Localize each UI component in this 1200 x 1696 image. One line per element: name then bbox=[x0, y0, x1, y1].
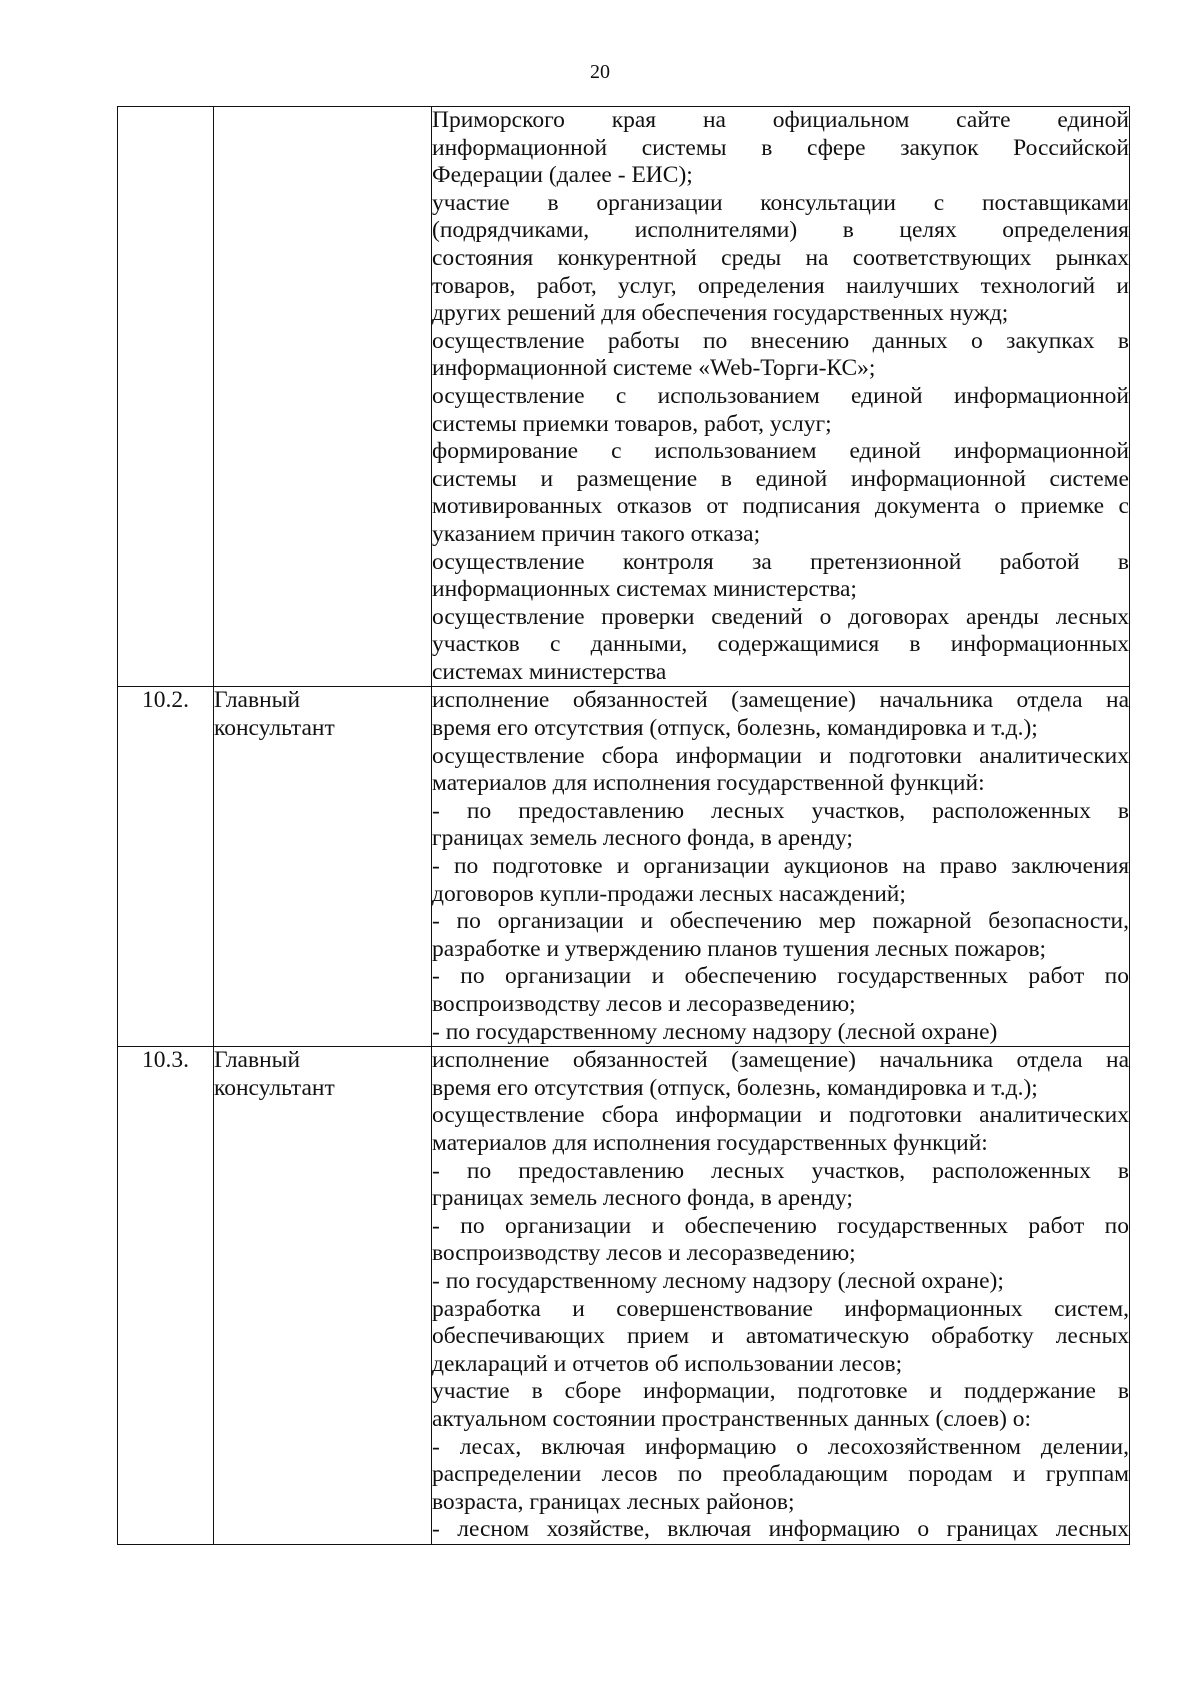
position-cell bbox=[214, 107, 432, 687]
duty-text-line: формирование с использованием единой информационной bbox=[432, 438, 1129, 465]
duty-text-line: исполнение обязанностей (замещение) начальника отдела на bbox=[432, 687, 1129, 714]
duties-table bbox=[117, 106, 1130, 1545]
duty-text-line: возраста, границах лесных районов; bbox=[432, 1488, 795, 1515]
duty-text-line: договоров купли-продажи лесных насаждений; bbox=[432, 880, 906, 907]
duty-text-line: Федерации (далее - ЕИС); bbox=[432, 162, 693, 189]
duty-text-line: осуществление работы по внесению данных о закупках в bbox=[432, 327, 1129, 354]
row-number: 10.2. bbox=[142, 687, 189, 714]
duty-text-line: актуальном состоянии пространственных данных (слоев) о: bbox=[432, 1405, 1032, 1432]
duties-cell bbox=[432, 107, 1130, 687]
position-title-line: консультант bbox=[214, 1074, 335, 1101]
duty-text-line: воспроизводству лесов и лесоразведению; bbox=[432, 991, 856, 1017]
duty-text-line: информационной системе «Web-Торги-КС»; bbox=[432, 355, 876, 382]
duty-text-line: системы и размещение в единой информационной системе bbox=[432, 465, 1129, 492]
table-row bbox=[118, 1047, 1130, 1545]
duty-text-line: границах земель лесного фонда, в аренду; bbox=[432, 1185, 853, 1212]
duty-text-line: - лесах, включая информацию о лесохозяйственном делении, bbox=[432, 1433, 1129, 1460]
duty-text-line: Приморского края на официальном сайте единой bbox=[432, 107, 1129, 133]
duty-text-line: - лесном хозяйстве, включая информацию о границах лесных bbox=[432, 1516, 1129, 1543]
duty-text-line: - по государственному лесному надзору (лесной охране) bbox=[432, 1018, 998, 1045]
duty-text-line: информационной системы в сфере закупок Российской bbox=[432, 134, 1129, 161]
duty-text-line: - по предоставлению лесных участков, расположенных в bbox=[432, 1157, 1129, 1184]
duty-text-line: осуществление сбора информации и подготовки аналитических bbox=[432, 742, 1129, 769]
duty-text-line: осуществление сбора информации и подготовки аналитических bbox=[432, 1102, 1129, 1129]
position-title-line: консультант bbox=[214, 715, 335, 742]
duty-text-line: воспроизводству лесов и лесоразведению; bbox=[432, 1240, 856, 1267]
row-number-cell bbox=[118, 687, 214, 1047]
duty-text-line: разработка и совершенствование информационных систем, bbox=[432, 1295, 1129, 1322]
row-number-cell bbox=[118, 1047, 214, 1545]
duty-text-line: - по подготовке и организации аукционов на право заключения bbox=[432, 853, 1129, 880]
duty-text-line: время его отсутствия (отпуск, болезнь, командировка и т.д.); bbox=[432, 715, 1038, 742]
position-title-line: Главный bbox=[214, 687, 301, 714]
duty-text-line: время его отсутствия (отпуск, болезнь, командировка и т.д.); bbox=[432, 1074, 1038, 1101]
duty-text-line: участков с данными, содержащимися в информационных bbox=[432, 631, 1129, 658]
duty-text-line: системы приемки товаров, работ, услуг; bbox=[432, 410, 832, 437]
position-cell bbox=[214, 1047, 432, 1545]
duty-text-line: - по организации и обеспечению мер пожарной безопасности, bbox=[432, 908, 1129, 935]
duty-text-line: границах земель лесного фонда, в аренду; bbox=[432, 825, 853, 852]
duty-text-line: - по государственному лесному надзору (лесной охране); bbox=[432, 1267, 1004, 1294]
duty-text-line: (подрядчиками, исполнителями) в целях определения bbox=[432, 217, 1129, 244]
position-title-line: Главный bbox=[214, 1047, 301, 1074]
duty-text-line: других решений для обеспечения государственных нужд; bbox=[432, 300, 1009, 327]
duty-text-line: исполнение обязанностей (замещение) начальника отдела на bbox=[432, 1047, 1129, 1074]
duties-table-body bbox=[118, 107, 1130, 1545]
duty-text-line: - по организации и обеспечению государственных работ по bbox=[432, 1212, 1129, 1239]
duty-text-line: системах министерства bbox=[432, 658, 667, 685]
duty-text-line: товаров, работ, услуг, определения наилучших технологий и bbox=[432, 272, 1129, 299]
row-number: 10.3. bbox=[142, 1047, 189, 1074]
duty-text-line: участие в сборе информации, подготовке и поддержание в bbox=[432, 1378, 1129, 1405]
duty-text-line: осуществление с использованием единой информационной bbox=[432, 382, 1129, 409]
duty-text-line: деклараций и отчетов об использовании лесов; bbox=[432, 1350, 903, 1377]
duty-text-line: материалов для исполнения государственных функций: bbox=[432, 1129, 988, 1156]
duty-text-line: разработке и утверждению планов тушения лесных пожаров; bbox=[432, 935, 1047, 962]
duty-text-line: - по организации и обеспечению государственных работ по bbox=[432, 963, 1129, 990]
duty-text-line: состояния конкурентной среды на соответствующих рынках bbox=[432, 244, 1129, 271]
duty-text-line: обеспечивающих прием и автоматическую обработку лесных bbox=[432, 1323, 1129, 1350]
position-cell bbox=[214, 687, 432, 1047]
row-number-cell bbox=[118, 107, 214, 687]
duty-text-line: указанием причин такого отказа; bbox=[432, 520, 761, 547]
table-row bbox=[118, 687, 1130, 1047]
duties-cell bbox=[432, 687, 1130, 1047]
duty-text-line: осуществление контроля за претензионной работой в bbox=[432, 548, 1129, 575]
duties-cell bbox=[432, 1047, 1130, 1545]
duty-text-line: информационных системах министерства; bbox=[432, 576, 857, 603]
duty-text-line: участие в организации консультации с поставщиками bbox=[432, 189, 1129, 216]
duty-text-line: мотивированных отказов от подписания документа о приемке с bbox=[432, 493, 1129, 520]
duty-text-line: осуществление проверки сведений о договорах аренды лесных bbox=[432, 603, 1129, 630]
duty-text-line: материалов для исполнения государственной функций: bbox=[432, 770, 985, 797]
table-row bbox=[118, 107, 1130, 687]
duty-text-line: - по предоставлению лесных участков, расположенных в bbox=[432, 797, 1129, 824]
duty-text-line: распределении лесов по преобладающим породам и группам bbox=[432, 1461, 1129, 1488]
page-number: 20 bbox=[590, 61, 610, 83]
